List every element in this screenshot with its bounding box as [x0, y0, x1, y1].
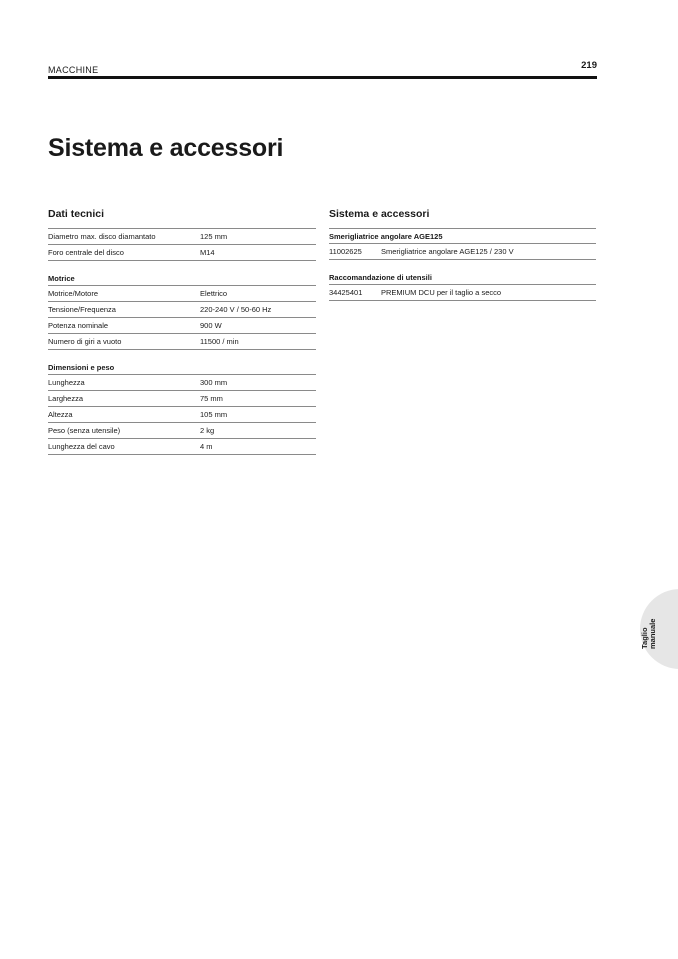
chapter-tab-line2: manuale [648, 618, 657, 649]
spec-label: Motrice/Motore [48, 289, 99, 298]
page-number: 219 [581, 60, 597, 71]
system-accessories-column [329, 208, 596, 301]
spec-row [48, 229, 316, 245]
dimensions-group-title: Dimensioni e peso [48, 360, 316, 375]
page-header [48, 60, 597, 78]
dimensions-specs-group [48, 360, 316, 455]
product-row [329, 285, 596, 301]
spec-value: 75 mm [200, 394, 223, 403]
spec-value: 2 kg [200, 426, 215, 435]
spec-label: Lunghezza [48, 378, 85, 387]
spec-value: Elettrico [200, 289, 228, 298]
general-specs-group [48, 229, 316, 261]
spec-label: Altezza [48, 410, 73, 419]
product-description: PREMIUM DCU per il taglio a secco [381, 288, 502, 297]
section-label: MACCHINE [48, 65, 99, 75]
spec-value: M14 [200, 248, 215, 257]
spec-row [48, 318, 316, 334]
spec-row [48, 302, 316, 318]
spec-row [48, 334, 316, 350]
product-code: 11002625 [329, 247, 362, 256]
spec-value: 125 mm [200, 232, 228, 241]
spec-row [48, 245, 316, 261]
spec-label: Larghezza [48, 394, 84, 403]
technical-data-column [48, 208, 316, 455]
product-description: Smerigliatrice angolare AGE125 / 230 V [381, 247, 514, 256]
spec-value: 300 mm [200, 378, 228, 387]
spec-value: 900 W [200, 321, 222, 330]
spec-row [48, 391, 316, 407]
header-rule [48, 76, 597, 79]
tools-group [329, 270, 596, 301]
motor-specs-group [48, 271, 316, 350]
chapter-tab-line1: Taglio [640, 627, 649, 649]
spec-value: 105 mm [200, 410, 228, 419]
spec-value: 4 m [200, 442, 213, 451]
spec-label: Potenza nominale [48, 321, 109, 330]
grinder-group [329, 229, 596, 260]
spec-row [48, 423, 316, 439]
chapter-tab-label [641, 609, 657, 649]
grinder-group-title: Smerigliatrice angolare AGE125 [329, 229, 596, 244]
page-title: Sistema e accessori [48, 134, 284, 162]
technical-data-heading: Dati tecnici [48, 208, 316, 229]
spec-row [48, 286, 316, 302]
system-heading: Sistema e accessori [329, 208, 596, 229]
spec-label: Tensione/Frequenza [48, 305, 116, 314]
spec-label: Peso (senza utensile) [48, 426, 121, 435]
spec-label: Numero di giri a vuoto [48, 337, 122, 346]
spec-label: Lunghezza del cavo [48, 442, 115, 451]
spec-row [48, 375, 316, 391]
spec-label: Foro centrale del disco [48, 248, 124, 257]
motor-group-title: Motrice [48, 271, 316, 286]
spec-value: 220-240 V / 50-60 Hz [200, 305, 272, 314]
spec-label: Diametro max. disco diamantato [48, 232, 156, 241]
tools-group-title: Raccomandazione di utensili [329, 270, 596, 285]
product-row [329, 244, 596, 260]
spec-row [48, 439, 316, 455]
product-code: 34425401 [329, 288, 363, 297]
spec-value: 11500 / min [200, 337, 239, 346]
spec-row [48, 407, 316, 423]
